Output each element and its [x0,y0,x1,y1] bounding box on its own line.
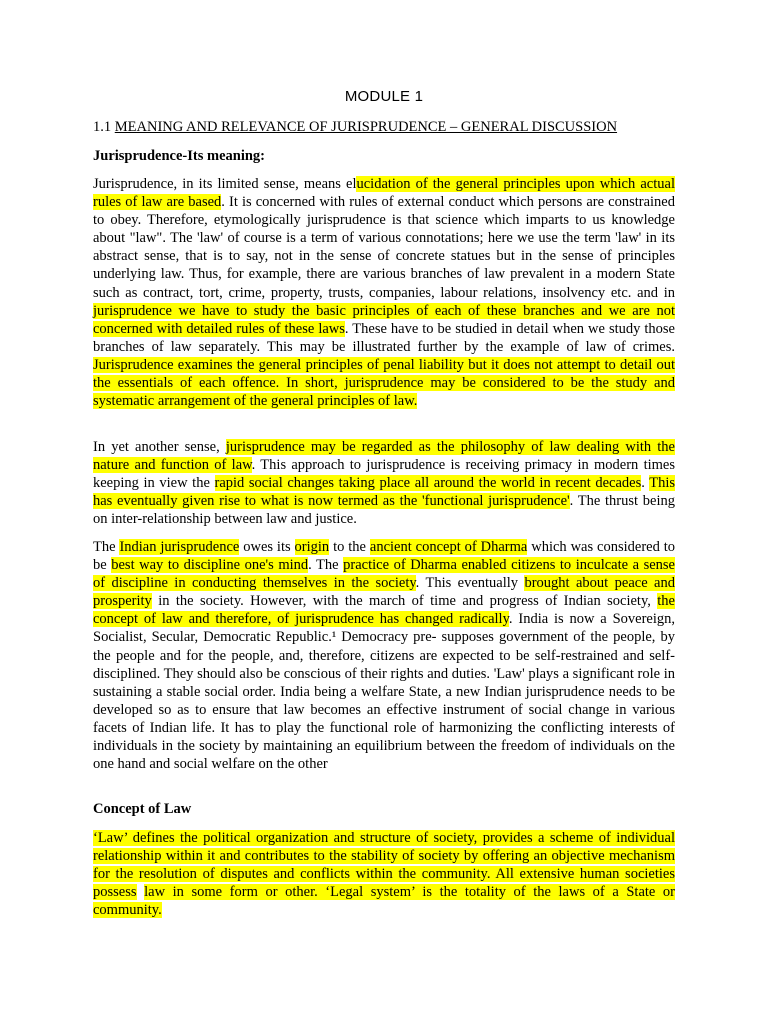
text-segment: . These have to be studied in detail when we study those branches of law separately. This may be illustrated further by the example of law of crimes. [93,320,675,355]
text-segment: . The [308,557,344,574]
section-heading [93,119,617,136]
text-segment: which was considered to be [93,539,676,574]
highlighted-text: jurisprudence may be regarded as the philosophy of law dealing with the nature and function of law [93,439,675,474]
paragraph-4 [93,829,675,919]
highlighted-text: ucidation of the general principles upon which actual rules of law are based [93,176,675,211]
highlighted-text: ancient concept of Dharma [369,539,528,555]
highlighted-text: law in some form or other. ‘Legal system’ is the totality of the laws of a State or community. [93,884,676,919]
text-segment: . This eventually [415,575,525,592]
highlighted-text: Jurisprudence examines the general principles of penal liability but it does not attempt to detail out the essentials of each offence. In short, jurisprudence may be considered to be the study and systematic arrangement of the general principles of law. [93,356,675,410]
text-segment: . It is concerned with rules of external conduct which persons are constrained to obey. Therefore, etymologically jurisprudence is that science which imparts to us knowledge about "law". The 'law' of course is a term of various connotations; here we use the term 'law' in its abstract sense, that is to say, not in the sense of concrete statues but in the sense of principles underlying law. Thus, for example, there are various branches of law prevalent in a modern State such as contract, tort, crime, property, trusts, companies, labour relations, insolvency etc. and in [93,194,675,301]
highlighted-text: This has eventually given rise to what is now termed as the 'functional jurisprudence' [93,475,675,510]
module-title: MODULE 1 [344,88,424,105]
text-segment: Jurisprudence, in its limited sense, means el [93,176,357,192]
section-number: 1.1 [93,119,112,135]
highlighted-text: Indian jurisprudence [119,539,240,555]
text-segment [137,884,145,900]
subheading-concept-of-law: Concept of Law [93,801,192,817]
text-segment: In yet another sense, [93,439,226,455]
text-segment: in the society. However, with the march of time and progress of Indian society, [151,593,658,610]
highlighted-text: practice of Dharma enabled citizens to inculcate a sense of discipline in conducting themselves in the society [93,557,675,592]
paragraph-2 [93,438,675,528]
text-segment: The [93,539,120,555]
section-title: MEANING AND RELEVANCE OF JURISPRUDENCE – GENERAL DISCUSSION [114,119,618,135]
highlighted-text: rapid social changes taking place all around the world in recent decades [214,475,642,492]
highlighted-text: origin [294,539,330,555]
text-segment: . The thrust being on inter-relationship between law and justice. [93,493,675,528]
text-segment: . India is now a Sovereign, Socialist, Secular, Democratic Republic.¹ Democracy pre- supposes government of the people, by the people and for the people, and, therefore, citizens are expected to be self-restrained and self-disciplined. They should also be conscious of their rights and duties. 'Law' plays a significant role in sustaining a stable social order. India being a welfare State, a new Indian jurisprudence needs to be developed so as to ensure that law becomes an effective instrument of social change in various facets of Indian life. It has to play the functional role of harmonizing the conflicting interests of individuals in the society by maintaining an equilibrium between the freedom of individuals on the one hand and social welfare on the other [93,611,675,773]
text-segment: . [641,475,650,492]
highlighted-text: ‘Law’ defines the political organization and structure of society, provides a scheme of individual relationship within it and contributes to the stability of society by offering an objective mechanism for the resolution of disputes and conflicts within the community. All extensive human societies possess [93,830,675,901]
highlighted-text: brought about peace and prosperity [93,575,675,610]
highlighted-text: the concept of law and therefore, of jurisprudence has changed radically [93,593,675,628]
text-segment: owes its [239,539,295,555]
paragraph-1 [93,175,675,410]
paragraph-3 [93,538,675,773]
highlighted-text: best way to discipline one's mind [111,557,309,574]
text-segment: . This approach to jurisprudence is receiving primacy in modern times keeping in view the [93,457,675,492]
subheading-jurisprudence-meaning: Jurisprudence-Its meaning: [93,148,265,164]
highlighted-text: jurisprudence we have to study the basic principles of each of these branches and we are not concerned with detailed rules of these laws [93,302,675,337]
text-segment: to the [329,539,370,555]
